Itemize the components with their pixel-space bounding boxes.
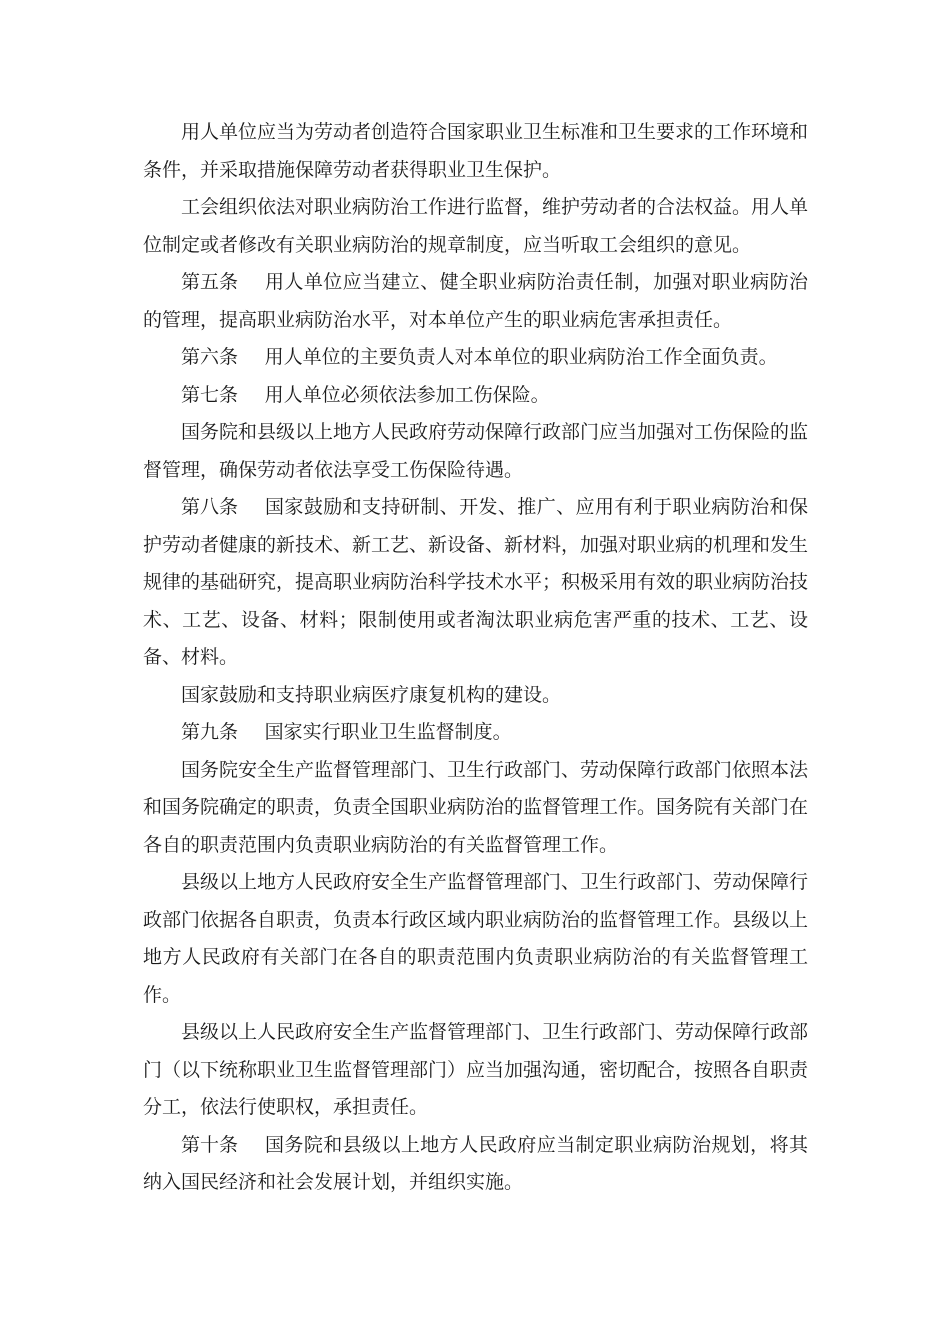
- paragraph-text: 用人单位必须依法参加工伤保险。: [264, 383, 550, 406]
- article-number: 第七条: [181, 383, 239, 406]
- paragraph-text: 国家实行职业卫生监督制度。: [264, 721, 512, 743]
- article-paragraph: [143, 339, 808, 377]
- paragraph-text: 用人单位应当建立、健全职业病防治责任制，加强对职业病防治的管理，提高职业病防治水平，对本单位产生的职业病危害承担责任。: [143, 271, 808, 331]
- article-paragraph: [143, 1127, 808, 1202]
- article-number: 第八条: [181, 496, 239, 518]
- paragraph-text: 用人单位的主要负责人对本单位的职业病防治工作全面负责。: [264, 346, 778, 368]
- paragraph-text: 国家鼓励和支持研制、开发、推广、应用有利于职业病防治和保护劳动者健康的新技术、新工艺、新设备、新材料，加强对职业病的机理和发生规律的基础研究，提高职业病防治科学技术水平；积极采用有效的职业病防治技术、工艺、设备、材料；限制使用或者淘汰职业病危害严重的技术、工艺、设备、材料。: [143, 496, 809, 668]
- article-number: 第五条: [181, 271, 239, 293]
- article-paragraph: [143, 264, 808, 339]
- article-paragraph: [143, 714, 808, 752]
- paragraph: [143, 677, 808, 715]
- document-body: [143, 114, 808, 1202]
- paragraph: [143, 114, 808, 189]
- article-paragraph: [143, 489, 808, 677]
- paragraph: [143, 1014, 808, 1127]
- article-number: 第九条: [181, 721, 239, 743]
- paragraph-text: 国家鼓励和支持职业病医疗康复机构的建设。: [181, 683, 562, 706]
- paragraph: [143, 752, 808, 865]
- paragraph-text: 工会组织依法对职业病防治工作进行监督，维护劳动者的合法权益。用人单位制定或者修改有关职业病防治的规章制度，应当听取工会组织的意见。: [143, 196, 809, 256]
- article-number: 第六条: [181, 346, 239, 368]
- paragraph-text: 国务院安全生产监督管理部门、卫生行政部门、劳动保障行政部门依照本法和国务院确定的职责，负责全国职业病防治的监督管理工作。国务院有关部门在各自的职责范围内负责职业病防治的有关监督管理工作。: [143, 758, 809, 856]
- article-number: 第十条: [181, 1133, 239, 1156]
- paragraph-text: 国务院和县级以上地方人民政府劳动保障行政部门应当加强对工伤保险的监督管理，确保劳动者依法享受工伤保险待遇。: [143, 421, 809, 481]
- paragraph-text: 县级以上地方人民政府安全生产监督管理部门、卫生行政部门、劳动保障行政部门依据各自职责，负责本行政区域内职业病防治的监督管理工作。县级以上地方人民政府有关部门在各自的职责范围内负责职业病防治的有关监督管理工作。: [143, 871, 809, 1006]
- paragraph: [143, 864, 808, 1014]
- paragraph-text: 国务院和县级以上地方人民政府应当制定职业病防治规划，将其纳入国民经济和社会发展计划，并组织实施。: [143, 1133, 808, 1193]
- paragraph: [143, 189, 808, 264]
- article-paragraph: [143, 377, 808, 415]
- paragraph: [143, 414, 808, 489]
- paragraph-text: 县级以上人民政府安全生产监督管理部门、卫生行政部门、劳动保障行政部门（以下统称职业卫生监督管理部门）应当加强沟通，密切配合，按照各自职责分工，依法行使职权，承担责任。: [143, 1021, 809, 1118]
- paragraph-text: 用人单位应当为劳动者创造符合国家职业卫生标准和卫生要求的工作环境和条件，并采取措施保障劳动者获得职业卫生保护。: [143, 121, 809, 181]
